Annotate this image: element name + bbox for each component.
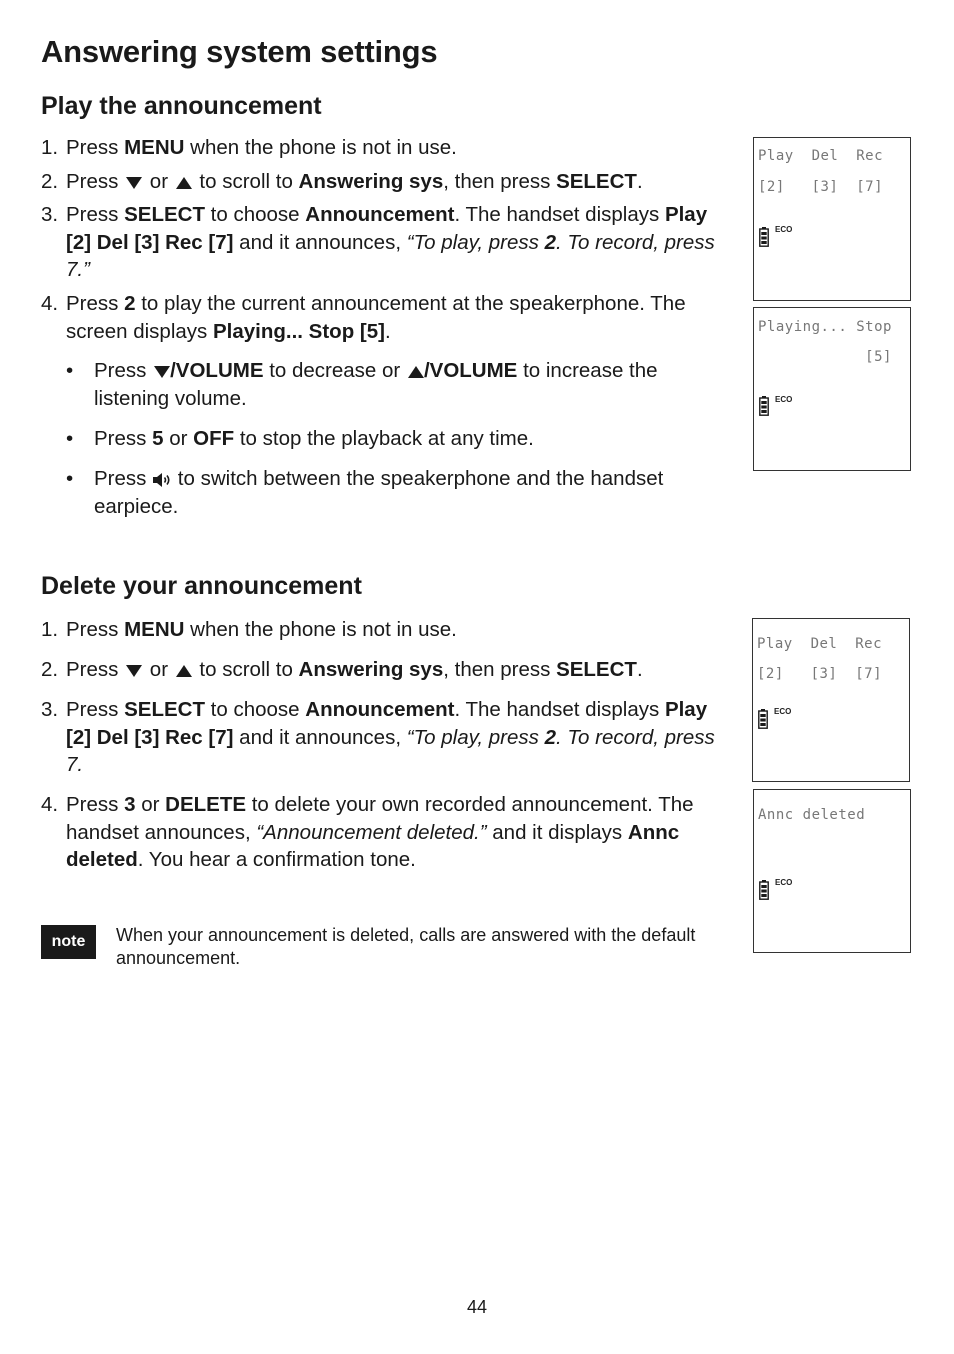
delete-step-1: 1. Press MENU when the phone is not in use.: [41, 618, 457, 641]
up-arrow-icon: [408, 366, 424, 378]
handset-screen-playing: Playing... Stop [5] ECO: [753, 307, 911, 471]
delete-step-4: 4. Press 3 or DELETE to delete your own recorded announcement. The handset announces, “Announcement deleted.” and it displays Annc deleted. You hear a confirmation tone.: [41, 793, 694, 871]
battery-icon: [759, 880, 769, 900]
note-text: When your announcement is deleted, calls are answered with the default announcement.: [116, 925, 696, 968]
section-heading-delete: Delete your announcement: [41, 572, 362, 600]
handset-screen-delete-menu: Play Del Rec [2] [3] [7] ECO: [752, 618, 910, 782]
play-bullet-speaker: • Press to switch between the speakerphone and the handset earpiece.: [66, 467, 664, 518]
play-step-4: 4. Press 2 to play the current announcement at the speakerphone. The screen displays Playing... Stop [5].: [41, 292, 686, 343]
note-badge: note: [41, 925, 96, 959]
handset-screen-play-menu: Play Del Rec [2] [3] [7] ECO: [753, 137, 911, 301]
battery-icon: [759, 227, 769, 247]
battery-icon: [758, 709, 768, 729]
up-arrow-icon: [176, 177, 192, 189]
delete-step-3: 3. Press SELECT to choose Announcement. The handset displays Play [2] Del [3] Rec [7] and it announces, “To play, press 2. To record, press 7.: [41, 698, 715, 776]
delete-step-2: 2. Press or to scroll to Answering sys, then press SELECT.: [41, 658, 643, 681]
play-step-1: 1. Press MENU when the phone is not in use.: [41, 136, 457, 159]
handset-screen-annc-deleted: Annc deleted ECO: [753, 789, 911, 953]
down-arrow-icon: [126, 177, 142, 189]
page-number: 44: [466, 1297, 488, 1317]
play-step-3: 3. Press SELECT to choose Announcement. The handset displays Play [2] Del [3] Rec [7] and it announces, “To play, press 2. To record, press 7.”: [41, 203, 715, 281]
up-arrow-icon: [176, 665, 192, 677]
play-bullet-stop: • Press 5 or OFF to stop the playback at any time.: [66, 427, 534, 450]
speaker-icon: [152, 472, 172, 488]
page-title: Answering system settings: [41, 34, 438, 69]
down-arrow-icon: [126, 665, 142, 677]
down-arrow-icon: [154, 366, 170, 378]
play-step-2: 2. Press or to scroll to Answering sys, then press SELECT.: [41, 170, 643, 193]
section-heading-play: Play the announcement: [41, 92, 322, 120]
battery-icon: [759, 396, 769, 416]
play-bullet-volume: • Press /VOLUME to decrease or /VOLUME to increase the listening volume.: [66, 359, 658, 410]
